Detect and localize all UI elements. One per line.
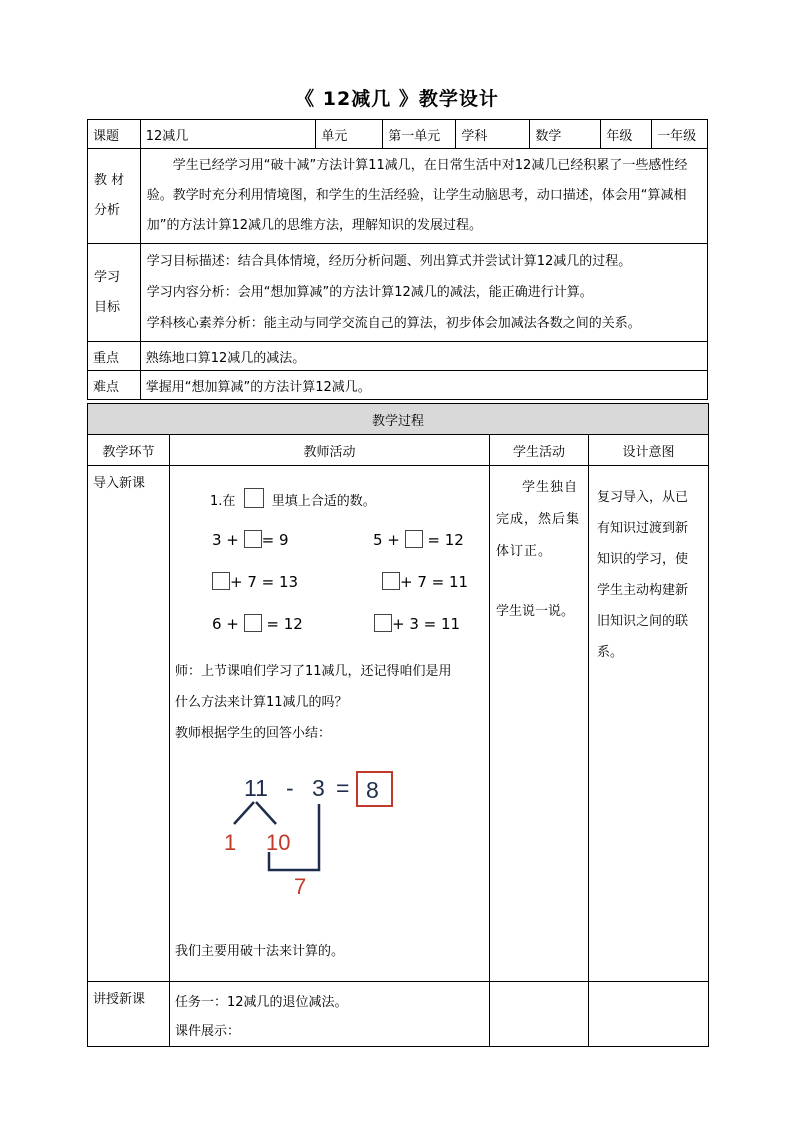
diagram-answer: 8: [366, 777, 379, 803]
student-text-2: 学生说一说。: [496, 604, 575, 619]
analysis-label: 教 材 分析: [88, 149, 141, 244]
diagram-10: 10: [266, 830, 291, 855]
break-ten-diagram: [220, 764, 420, 914]
key-point-row: [88, 342, 708, 371]
header-teacher: 教师活动: [170, 435, 490, 466]
diagram-7: 7: [294, 874, 307, 899]
difficulty-label: 难点: [88, 371, 141, 400]
equation: + 7 = 13: [212, 572, 298, 591]
intro-design-intent: 复习导入，从已有知识过渡到新知识的学习，使学生主动构建新旧知识之间的联系。: [589, 466, 709, 982]
difficulty-text: 掌握用“想加算减”的方法计算12减几。: [140, 371, 707, 400]
blank-box: [212, 572, 230, 590]
analysis-text: 学生已经学习用“破十减”方法计算11减几，在日常生活中对12减几已经积累了一些感性经验。教学时充分利用情境图，和学生的生活经验，让学生动脑思考，动口描述，体会用“算减相加”的方法计算12减几的思维方法，理解知识的发展过程。: [140, 149, 707, 244]
blank-box: [374, 614, 392, 632]
lesson-student-activity: [490, 982, 589, 1047]
diagram-11: 11: [244, 775, 268, 801]
task-line: 任务一：12减几的退位减法。: [175, 995, 348, 1010]
lesson-teacher-activity: [170, 982, 490, 1047]
teacher-line: 什么方法来计算11减几的吗？: [175, 695, 348, 710]
topic-label: 课题: [88, 120, 141, 149]
goal-line: 学习内容分析：会用“想加算减”的方法计算12减几的减法，能正确进行计算。: [146, 285, 593, 300]
diagram-1: 1: [224, 830, 237, 855]
lesson-stage: 讲授新课: [88, 982, 170, 1047]
goal-line: 学习目标描述：结合具体情境，经历分析问题、列出算式并尝试计算12减几的过程。: [146, 254, 632, 269]
intro-teacher-activity: [170, 466, 490, 982]
diagram-3: 3: [312, 775, 325, 801]
blank-box: [244, 530, 262, 548]
header-intent: 设计意图: [589, 435, 709, 466]
process-bar: 教学过程: [88, 404, 709, 435]
intro-student-activity: [490, 466, 589, 982]
goal-line: 学科核心素养分析：能主动与同学交流自己的算法，初步体会加减法各数之间的关系。: [146, 316, 641, 331]
split-line-left: [234, 802, 254, 824]
key-point-text: 熟练地口算12减几的减法。: [140, 342, 707, 371]
lesson-row: [88, 982, 709, 1047]
subject-label: 学科: [456, 120, 530, 149]
header-stage: 教学环节: [88, 435, 170, 466]
diagram-equals: =: [336, 775, 350, 801]
info-table: [87, 119, 708, 400]
process-header-row: [88, 435, 709, 466]
blank-box: [244, 488, 264, 508]
key-point-label: 重点: [88, 342, 141, 371]
topic-value: 12减几: [140, 120, 316, 149]
blank-box: [405, 530, 423, 548]
intro-row: [88, 466, 709, 982]
blank-box: [244, 614, 262, 632]
unit-label: 单元: [316, 120, 383, 149]
teacher-line: 师：上节课咱们学习了11减几，还记得咱们是用: [175, 664, 452, 679]
split-line-right: [256, 802, 276, 824]
page-title: 《 12减几 》教学设计: [295, 88, 499, 110]
grade-label: 年级: [601, 120, 652, 149]
analysis-row: [88, 149, 708, 244]
teacher-line: 教师根据学生的回答小结：: [175, 726, 332, 741]
blank-box: [382, 572, 400, 590]
info-row: [88, 120, 708, 149]
process-bar-row: [88, 404, 709, 435]
goals-row: [88, 244, 708, 342]
equation: + 7 = 11: [382, 572, 468, 591]
header-student: 学生活动: [490, 435, 589, 466]
student-text-1: 学生独自完成，然后集体订正。: [496, 480, 581, 559]
fill-question: 1.在 里填上合适的数。: [210, 488, 376, 509]
show-line: 课件展示：: [175, 1024, 241, 1039]
equation: 5 + = 12: [373, 531, 464, 549]
goals-text: [140, 244, 707, 342]
conclusion: 我们主要用破十法来计算的。: [175, 944, 345, 959]
diagram-minus: -: [286, 775, 294, 801]
lesson-design-intent: [589, 982, 709, 1047]
unit-value: 第一单元: [383, 120, 456, 149]
subject-value: 数学: [530, 120, 601, 149]
equation: + 3 = 11: [374, 614, 460, 633]
difficulty-row: [88, 371, 708, 400]
intro-stage: 导入新课: [88, 466, 170, 982]
goals-label: 学习 目标: [88, 244, 141, 342]
equation: 6 + = 12: [212, 615, 303, 633]
equation: 3 + = 9: [212, 531, 289, 549]
process-table: [87, 403, 709, 1047]
grade-value: 一年级: [652, 120, 708, 149]
